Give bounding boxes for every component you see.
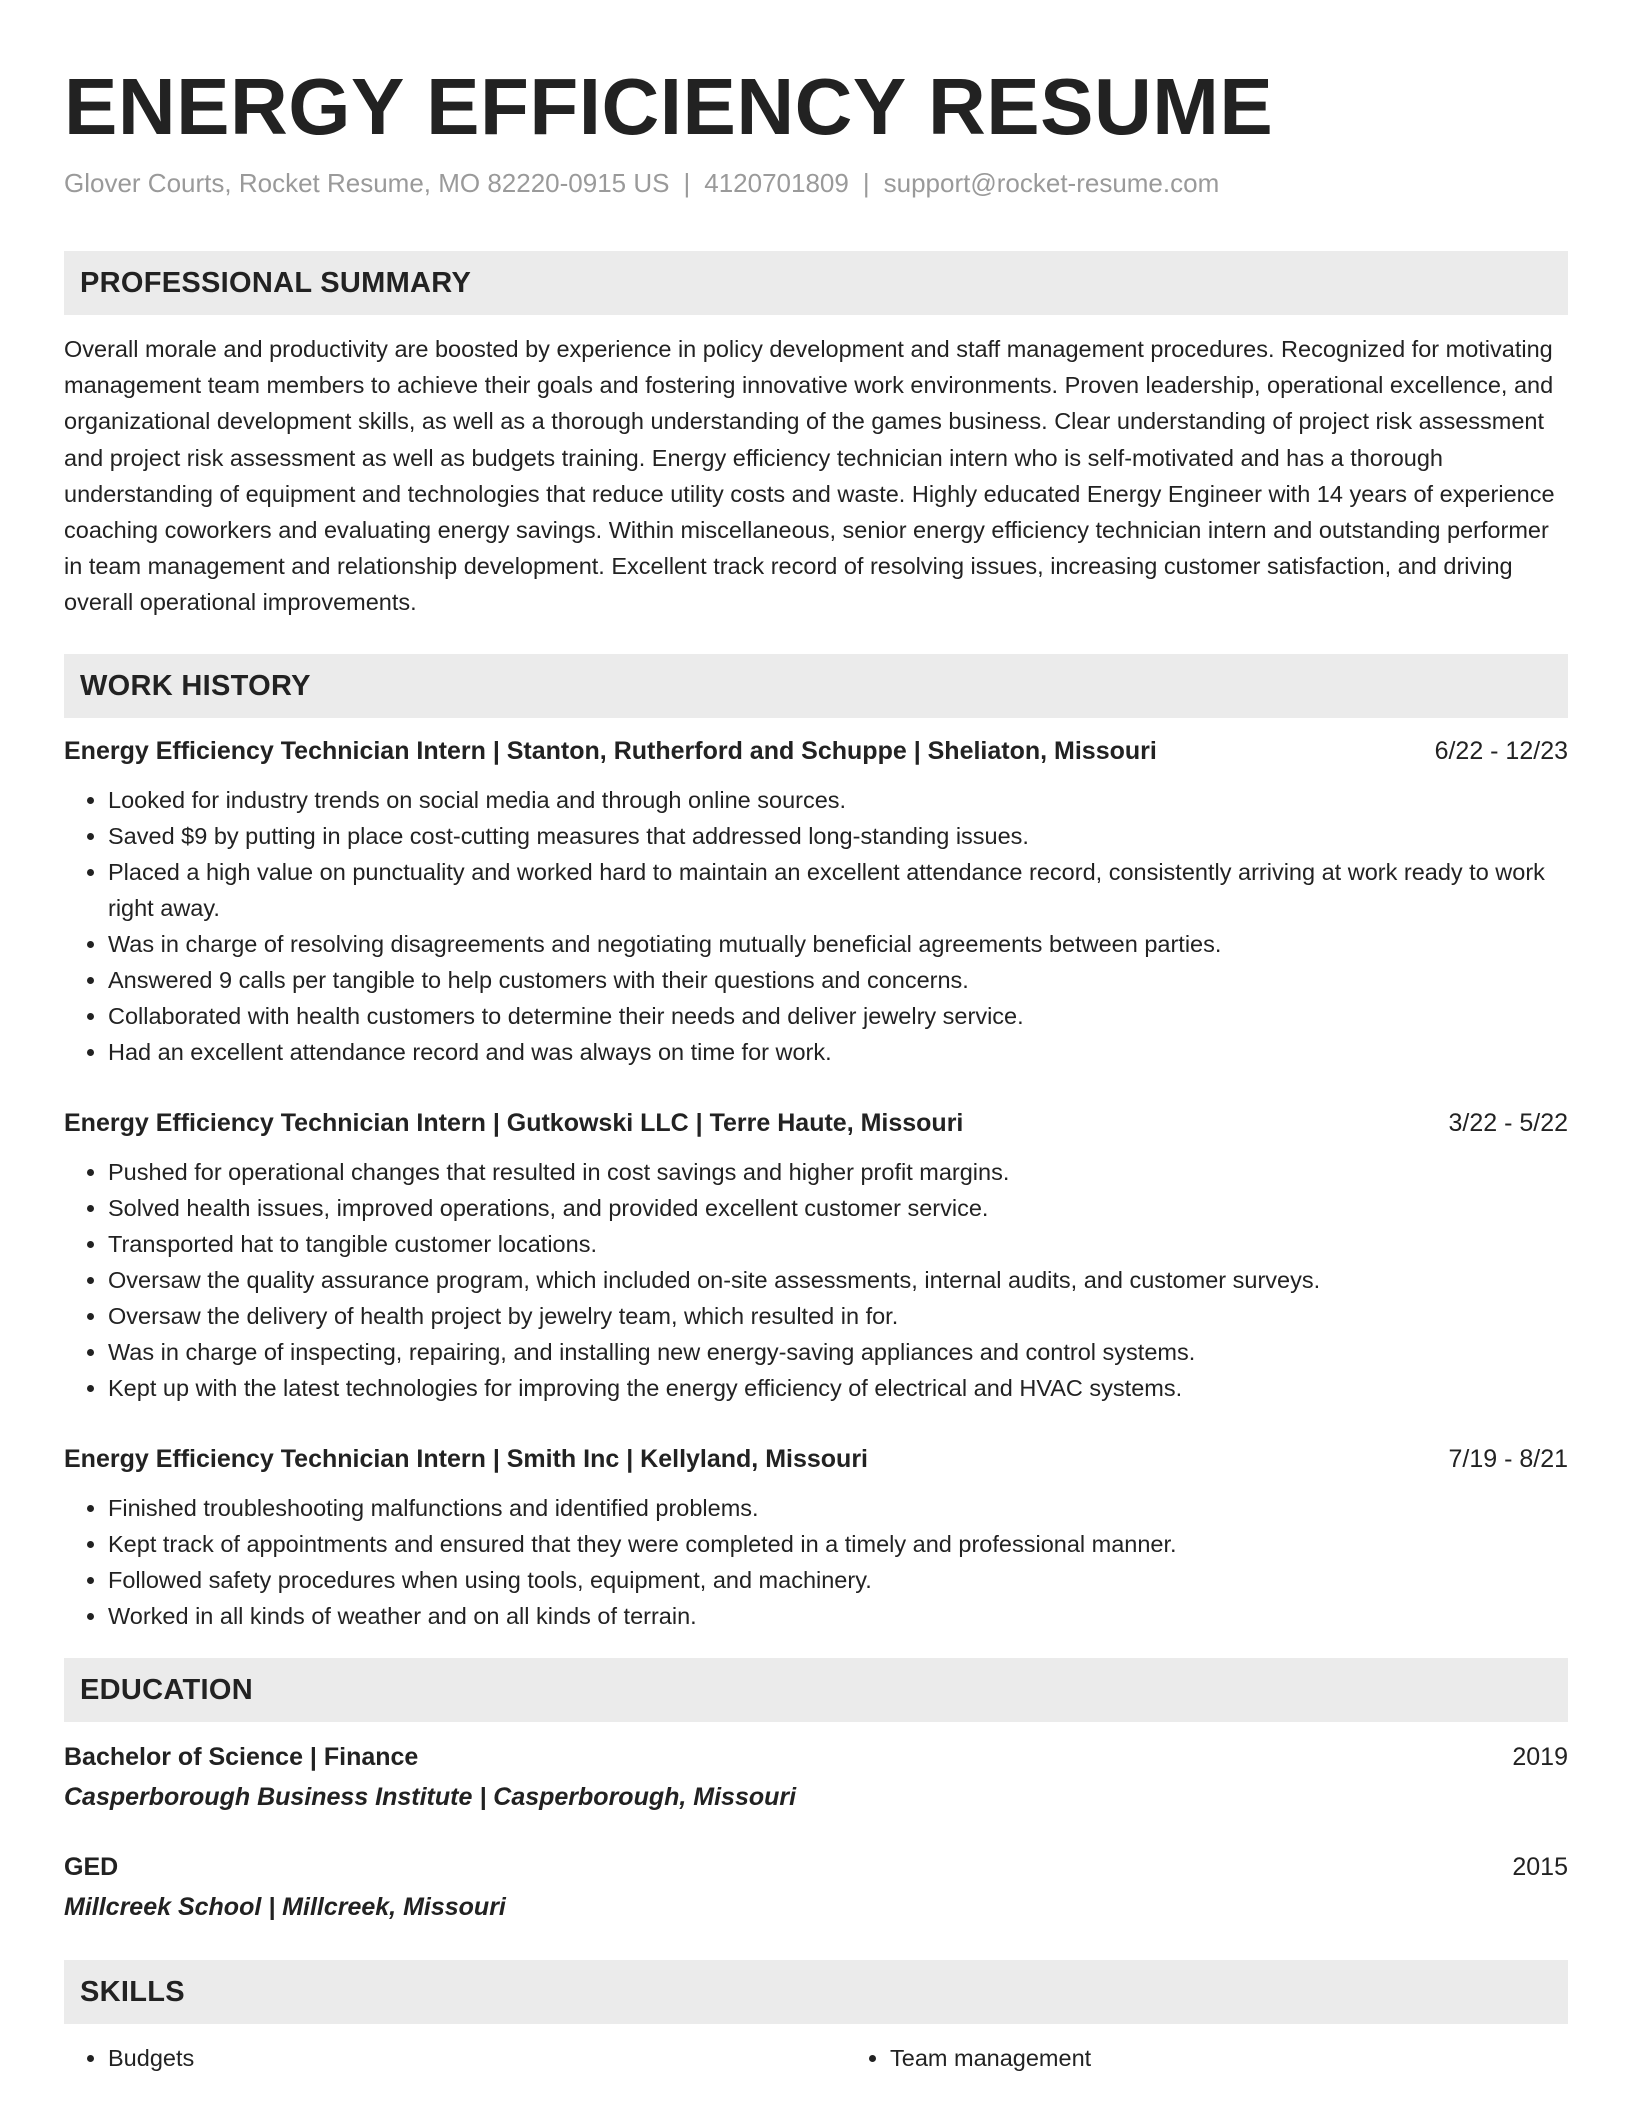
- education-header: [64, 1740, 1568, 1774]
- skill-item: • Budgets: [108, 2040, 786, 2076]
- job-entry: [64, 1106, 1568, 1406]
- job-bullet: • Collaborated with health customers to determine their needs and deliver jewelry service.: [108, 998, 1568, 1034]
- job-bullet: • Saved $9 by putting in place cost-cutting measures that addressed long-standing issues.: [108, 818, 1568, 854]
- job-bullets: [64, 1154, 1568, 1406]
- job-header: [64, 1442, 1568, 1476]
- job-bullet: • Kept track of appointments and ensured that they were completed in a timely and professional manner.: [108, 1526, 1568, 1562]
- job-dates: 7/19 - 8/21: [1448, 1444, 1568, 1473]
- education-degree: GED: [64, 1852, 119, 1881]
- job-dates: 3/22 - 5/22: [1448, 1108, 1568, 1137]
- skills-list: [64, 2040, 1568, 2076]
- job-entry: [64, 1442, 1568, 1634]
- resume-title: ENERGY EFFICIENCY RESUME: [64, 62, 1274, 151]
- education-entry: [64, 1740, 1568, 1814]
- job-title: Energy Efficiency Technician Intern | Stanton, Rutherford and Schuppe | Sheliaton, Missouri: [64, 736, 1157, 765]
- job-bullet: • Solved health issues, improved operations, and provided excellent customer service.: [108, 1190, 1568, 1226]
- summary-text: Overall morale and productivity are boosted by experience in policy development and staff management procedures. Recognized for motivating management team members to achieve their goals and fostering innovative work environments. Proven leadership, operational excellence, and organizational development skills, as well as a thorough understanding of the games business. Clear understanding of project risk assessment and project risk assessment as well as budgets training. Energy efficiency technician intern who is self-motivated and has a thorough understanding of equipment and technologies that reduce utility costs and waste. Highly educated Energy Engineer with 14 years of experience coaching coworkers and evaluating energy savings. Within miscellaneous, senior energy efficiency technician intern and outstanding performer in team management and relationship development. Excellent track record of resolving issues, increasing customer satisfaction, and driving overall operational improvements.: [64, 336, 1555, 616]
- contact-address: Glover Courts, Rocket Resume, MO 82220-0915 US: [64, 168, 670, 198]
- skills-heading: SKILLS: [64, 1960, 1568, 2024]
- education-year: 2019: [1512, 1742, 1568, 1771]
- education-header: [64, 1850, 1568, 1884]
- job-bullet: • Transported hat to tangible customer locations.: [108, 1226, 1568, 1262]
- job-bullet: • Oversaw the quality assurance program, which included on-site assessments, internal audits, and customer surveys.: [108, 1262, 1568, 1298]
- job-bullet: • Answered 9 calls per tangible to help customers with their questions and concerns.: [108, 962, 1568, 998]
- work-history-heading: WORK HISTORY: [64, 654, 1568, 718]
- contact-phone: 4120701809: [704, 168, 849, 198]
- education-degree: Bachelor of Science | Finance: [64, 1742, 419, 1771]
- summary-heading: PROFESSIONAL SUMMARY: [64, 251, 1568, 315]
- job-bullet: • Followed safety procedures when using tools, equipment, and machinery.: [108, 1562, 1568, 1598]
- job-header: [64, 734, 1568, 768]
- job-bullets: [64, 1490, 1568, 1634]
- job-bullet: • Was in charge of inspecting, repairing, and installing new energy-saving appliances and control systems.: [108, 1334, 1568, 1370]
- skill-item: • Team management: [890, 2040, 1568, 2076]
- job-bullet: • Placed a high value on punctuality and worked hard to maintain an excellent attendance record, consistently arriving at work ready to work right away.: [108, 854, 1568, 926]
- education-year: 2015: [1512, 1852, 1568, 1881]
- job-bullet: • Worked in all kinds of weather and on all kinds of terrain.: [108, 1598, 1568, 1634]
- job-bullet: • Looked for industry trends on social media and through online sources.: [108, 782, 1568, 818]
- job-bullets: [64, 782, 1568, 1070]
- education-school: Millcreek School | Millcreek, Missouri: [64, 1892, 506, 1921]
- contact-line: [64, 166, 1568, 200]
- education-school: Casperborough Business Institute | Casperborough, Missouri: [64, 1782, 797, 1811]
- skills-column-left: [64, 2040, 786, 2076]
- education-entry: [64, 1850, 1568, 1924]
- job-bullet: • Was in charge of resolving disagreements and negotiating mutually beneficial agreements between parties.: [108, 926, 1568, 962]
- contact-separator: |: [862, 168, 870, 198]
- job-bullet: • Pushed for operational changes that resulted in cost savings and higher profit margins.: [108, 1154, 1568, 1190]
- job-title: Energy Efficiency Technician Intern | Smith Inc | Kellyland, Missouri: [64, 1444, 868, 1473]
- job-title: Energy Efficiency Technician Intern | Gutkowski LLC | Terre Haute, Missouri: [64, 1108, 964, 1137]
- job-bullet: • Had an excellent attendance record and was always on time for work.: [108, 1034, 1568, 1070]
- education-heading: EDUCATION: [64, 1658, 1568, 1722]
- job-dates: 6/22 - 12/23: [1434, 736, 1568, 765]
- job-bullet: • Oversaw the delivery of health project by jewelry team, which resulted in for.: [108, 1298, 1568, 1334]
- job-bullet: • Finished troubleshooting malfunctions and identified problems.: [108, 1490, 1568, 1526]
- contact-separator: |: [683, 168, 691, 198]
- contact-email: support@rocket-resume.com: [883, 168, 1220, 198]
- skills-column-right: [786, 2040, 1568, 2076]
- job-bullet: • Kept up with the latest technologies for improving the energy efficiency of electrical and HVAC systems.: [108, 1370, 1568, 1406]
- job-entry: [64, 734, 1568, 1070]
- resume-page: [64, 62, 1568, 2076]
- job-header: [64, 1106, 1568, 1140]
